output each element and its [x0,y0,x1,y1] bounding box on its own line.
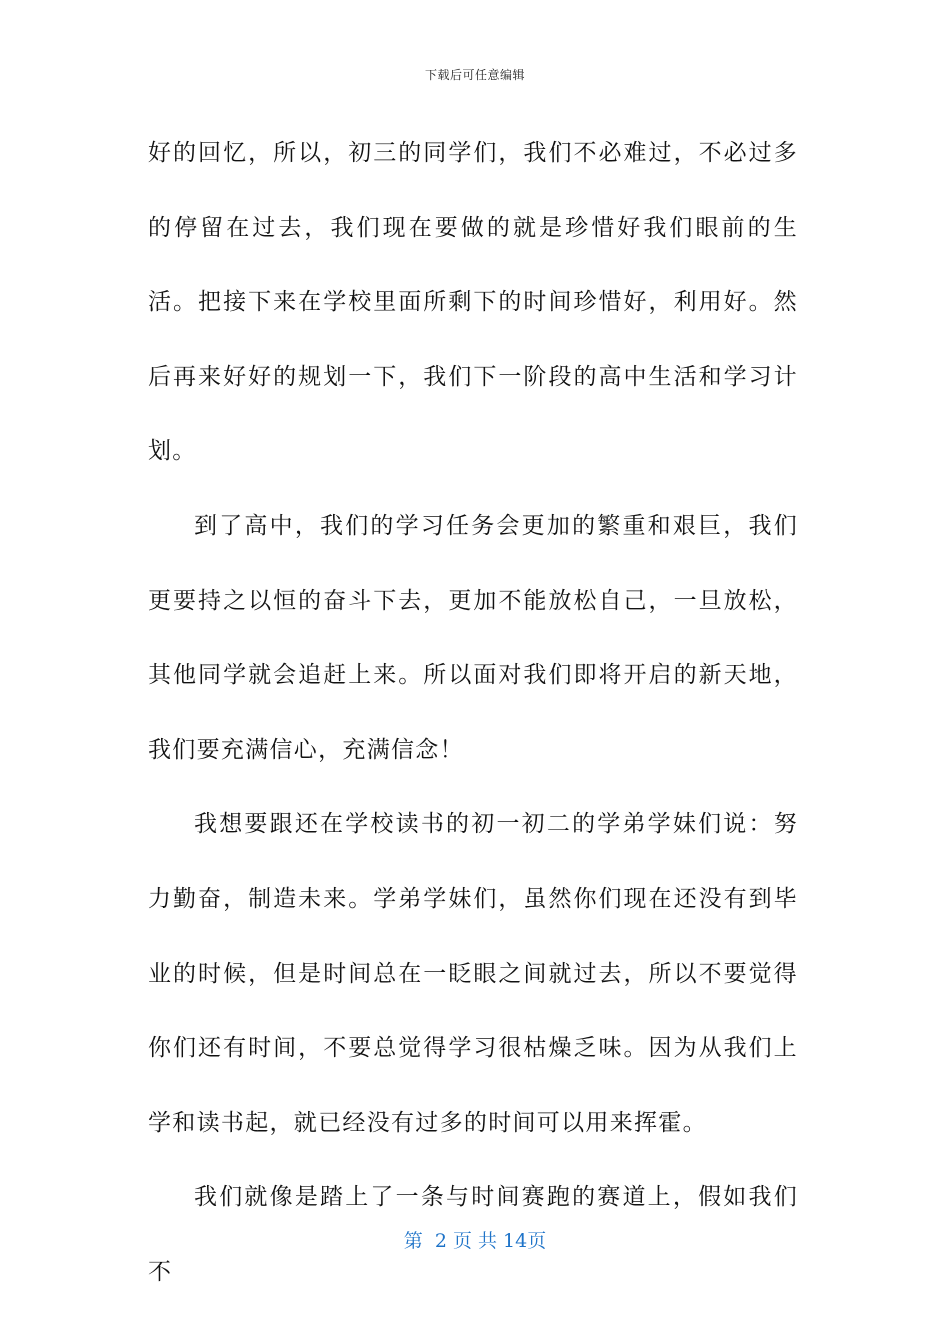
header-note: 下载后可任意编辑 [424,68,525,82]
paragraph-2: 到了高中，我们的学习任务会更加的繁重和艰巨，我们更要持之以恒的奋斗下去，更加不能放松自己，一旦放松，其他同学就会追赶上来。所以面对我们即将开启的新天地，我们要充满信心，充满信念！ [148,512,798,763]
paragraph-4: 我们就像是踏上了一条与时间赛跑的赛道上，假如我们不 [148,1184,798,1285]
page-number-footer: 第 2 页 共 14页 [403,1230,547,1252]
body-text [148,116,798,1310]
paragraph-3: 我想要跟还在学校读书的初一初二的学弟学妹们说：努力勤奋，制造未来。学弟学妹们，虽然你们现在还没有到毕业的时候，但是时间总在一眨眼之间就过去，所以不要觉得你们还有时间，不要总觉得学习很枯燥乏味。因为从我们上学和读书起，就已经没有过多的时间可以用来挥霍。 [148,811,798,1136]
paragraph-1: 好的回忆，所以，初三的同学们，我们不必难过，不必过多的停留在过去，我们现在要做的就是珍惜好我们眼前的生活。把接下来在学校里面所剩下的时间珍惜好，利用好。然后再来好好的规划一下，我们下一阶段的高中生活和学习计划。 [148,140,798,465]
